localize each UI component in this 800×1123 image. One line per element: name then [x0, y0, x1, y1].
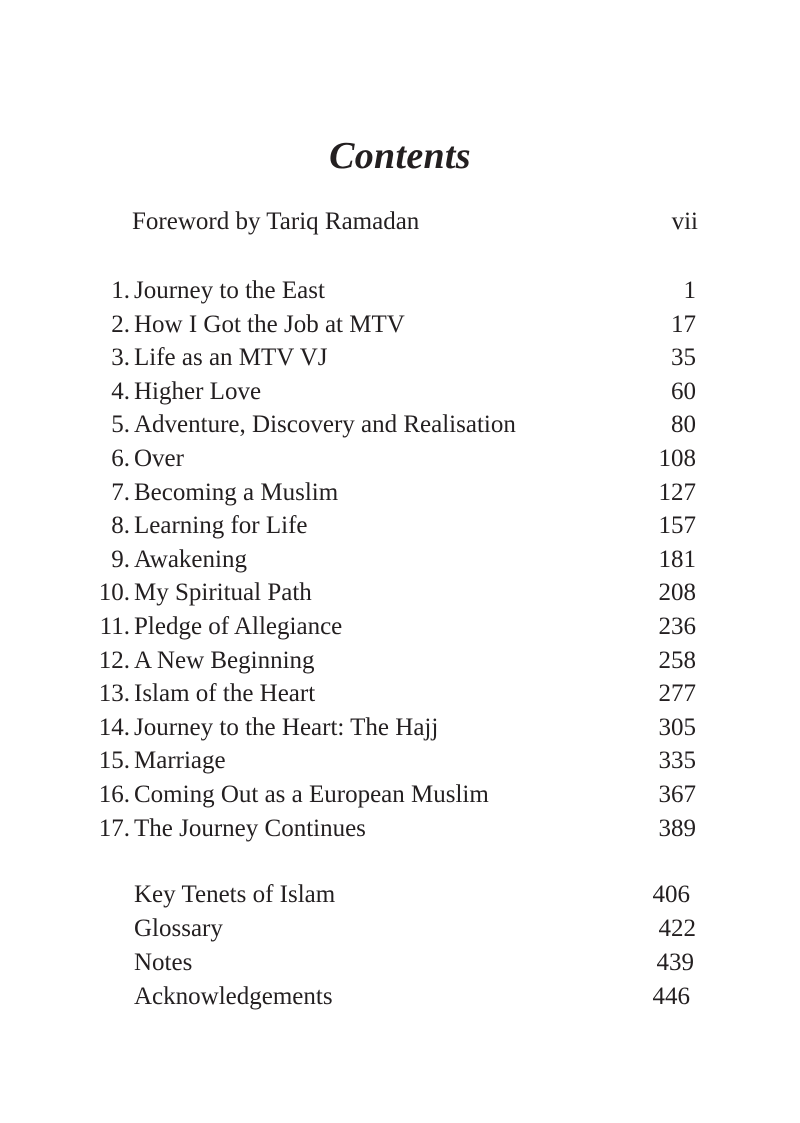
- chapter-number: 17.: [98, 814, 130, 842]
- toc-entry-chapter[interactable]: [0, 408, 800, 442]
- toc-entry-foreword[interactable]: [0, 205, 800, 239]
- toc-entry-notes[interactable]: [0, 946, 800, 980]
- entry-title: Journey to the Heart: The Hajj: [134, 713, 439, 741]
- chapter-number: 4.: [111, 377, 130, 405]
- entry-title: My Spiritual Path: [134, 579, 312, 607]
- entry-title: Becoming a Muslim: [134, 478, 339, 506]
- toc-entry-key-tenets[interactable]: [0, 878, 800, 912]
- entry-page-number: 258: [658, 646, 696, 674]
- chapter-number: 6.: [111, 445, 130, 472]
- entry-title: Marriage: [134, 747, 226, 775]
- entry-page-number: 277: [658, 680, 696, 708]
- chapter-number: 7.: [111, 478, 130, 506]
- toc-entry-chapter[interactable]: [0, 509, 800, 543]
- entry-page-number: 108: [658, 445, 696, 472]
- entry-title: How I Got the Job at MTV: [134, 310, 405, 338]
- entry-page-number: 1: [683, 277, 696, 304]
- entry-title: Foreword by Tariq Ramadan: [132, 208, 420, 235]
- entry-title: Over: [134, 445, 184, 472]
- entry-title: Notes: [134, 949, 193, 976]
- entry-title: Key Tenets of Islam: [134, 881, 336, 908]
- entry-title: Higher Love: [134, 377, 262, 405]
- toc-entry-chapter[interactable]: [0, 341, 800, 375]
- toc-entry-chapter[interactable]: [0, 610, 800, 644]
- entry-title: Acknowledgements: [134, 983, 333, 1010]
- entry-title: Coming Out as a European Muslim: [134, 781, 489, 808]
- toc-entry-chapter[interactable]: [0, 812, 800, 846]
- entry-title: Life as an MTV VJ: [134, 344, 328, 372]
- entry-page-number: 181: [658, 545, 696, 573]
- entry-title: Learning for Life: [134, 512, 308, 540]
- toc-entry-chapter[interactable]: [0, 576, 800, 610]
- chapter-number: 14.: [98, 713, 130, 741]
- toc-entry-chapter[interactable]: [0, 308, 800, 342]
- entry-page-number: vii: [671, 208, 698, 235]
- toc-entry-chapter[interactable]: [0, 778, 800, 812]
- toc-entry-acknowledgements[interactable]: [0, 980, 800, 1014]
- toc-entry-chapter[interactable]: [0, 711, 800, 745]
- chapter-number: 13.: [98, 680, 130, 708]
- chapter-number: 10.: [98, 579, 130, 607]
- entry-title: Glossary: [134, 915, 223, 942]
- entry-title: Adventure, Discovery and Realisation: [134, 411, 516, 439]
- entry-page-number: 406: [652, 881, 690, 908]
- entry-page-number: 367: [658, 781, 696, 808]
- entry-page-number: 80: [671, 411, 696, 439]
- entry-page-number: 422: [658, 915, 696, 942]
- entry-page-number: 389: [658, 814, 696, 842]
- entry-title: Islam of the Heart: [134, 680, 316, 708]
- entry-page-number: 439: [656, 949, 694, 976]
- chapter-number: 11.: [99, 613, 130, 640]
- toc-entry-chapter[interactable]: [0, 476, 800, 510]
- chapter-number: 2.: [111, 310, 130, 338]
- entry-page-number: 446: [652, 983, 690, 1010]
- toc-entry-chapter[interactable]: [0, 644, 800, 678]
- toc-entry-chapter[interactable]: [0, 442, 800, 476]
- chapter-number: 9.: [111, 545, 130, 573]
- entry-title: The Journey Continues: [134, 814, 366, 842]
- chapter-number: 8.: [111, 512, 130, 540]
- entry-page-number: 305: [658, 713, 696, 741]
- toc-entry-chapter[interactable]: [0, 677, 800, 711]
- entry-title: Awakening: [134, 545, 247, 573]
- chapter-number: 1.: [111, 277, 130, 304]
- entry-page-number: 60: [671, 377, 696, 405]
- entry-page-number: 236: [658, 613, 696, 640]
- entry-title: Pledge of Allegiance: [134, 613, 343, 640]
- entry-page-number: 208: [658, 579, 696, 607]
- toc-entry-chapter[interactable]: [0, 274, 800, 308]
- toc-entry-chapter[interactable]: [0, 375, 800, 409]
- entry-page-number: 35: [671, 344, 696, 372]
- entry-title: A New Beginning: [134, 646, 315, 674]
- chapter-number: 12.: [98, 646, 130, 674]
- entry-title: Journey to the East: [134, 277, 325, 304]
- entry-page-number: 335: [658, 747, 696, 775]
- chapter-number: 16.: [98, 781, 130, 808]
- toc-entry-glossary[interactable]: [0, 912, 800, 946]
- page-title: Contents: [329, 135, 471, 178]
- entry-page-number: 17: [671, 310, 696, 338]
- toc-entry-chapter[interactable]: [0, 744, 800, 778]
- chapter-number: 3.: [111, 344, 130, 372]
- entry-page-number: 157: [658, 512, 696, 540]
- chapter-number: 15.: [98, 747, 130, 775]
- toc-entry-chapter[interactable]: [0, 543, 800, 577]
- entry-page-number: 127: [658, 478, 696, 506]
- chapter-number: 5.: [111, 411, 130, 439]
